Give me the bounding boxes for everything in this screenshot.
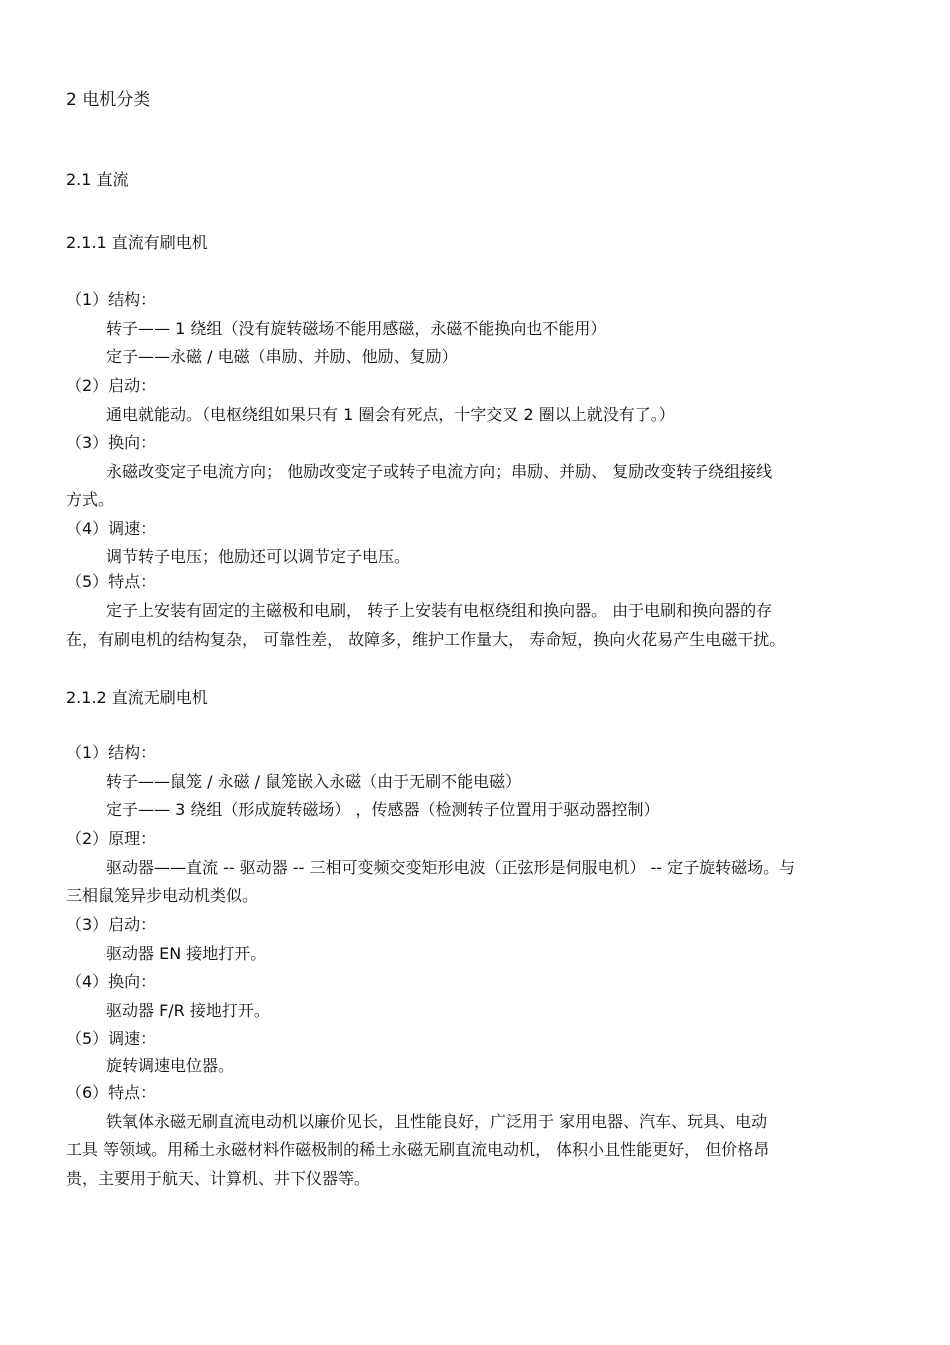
brushless-stator-text: 定子—— 3 绕组（形成旋转磁场） ，传感器（检测转子位置用于驱动器控制） (106, 800, 660, 819)
brushed-commutation-text-line2: 方式。 (66, 490, 115, 509)
brushless-principle-text-line1: 驱动器——直流 -- 驱动器 -- 三相可变频交变矩形电波（正弦形是伺服电机） -- 定子旋转磁场。与 (106, 858, 796, 877)
section-heading-dc: 2.1 直流 (66, 170, 129, 189)
brushless-speed-text: 旋转调速电位器。 (106, 1056, 235, 1075)
brushless-speed-label: （5）调速： (66, 1029, 157, 1048)
brushed-stator-text: 定子——永磁 / 电磁（串励、并励、他励、复励） (106, 347, 458, 366)
brushed-start-label: （2）启动： (66, 376, 157, 395)
subsection-heading-brushless: 2.1.2 直流无刷电机 (66, 688, 208, 707)
brushed-commutation-text-line1: 永磁改变定子电流方向； 他励改变定子或转子电流方向；串励、并励、 复励改变转子绕组接线 (106, 462, 773, 481)
brushed-rotor-text: 转子—— 1 绕组（没有旋转磁场不能用感磁，永磁不能换向也不能用） (106, 319, 607, 338)
chapter-heading: 2 电机分类 (66, 90, 151, 110)
brushed-feature-label: （5）特点： (66, 572, 157, 591)
brushless-start-label: （3）启动： (66, 915, 157, 934)
brushed-commutation-label: （3）换向： (66, 433, 157, 452)
brushless-rotor-text: 转子——鼠笼 / 永磁 / 鼠笼嵌入永磁（由于无刷不能电磁） (106, 772, 522, 791)
brushless-principle-text-line2: 三相鼠笼异步电动机类似。 (66, 886, 259, 905)
brushless-principle-label: （2）原理： (66, 829, 157, 848)
brushless-commutation-label: （4）换向： (66, 972, 157, 991)
brushless-feature-text-line3: 贵，主要用于航天、计算机、井下仪器等。 (66, 1169, 371, 1188)
brushless-feature-label: （6）特点： (66, 1083, 157, 1102)
brushless-start-text: 驱动器 EN 接地打开。 (106, 944, 267, 963)
brushed-feature-text-line2: 在，有刷电机的结构复杂， 可靠性差， 故障多，维护工作量大， 寿命短，换向火花易产生电磁干扰。 (66, 630, 786, 649)
subsection-heading-brushed: 2.1.1 直流有刷电机 (66, 233, 208, 252)
brushless-commutation-text: 驱动器 F/R 接地打开。 (106, 1001, 270, 1020)
brushed-structure-label: （1）结构： (66, 290, 157, 309)
brushed-speed-text: 调节转子电压；他励还可以调节定子电压。 (106, 547, 411, 566)
brushed-speed-label: （4）调速： (66, 519, 157, 538)
brushless-feature-text-line2: 工具 等领域。用稀土永磁材料作磁极制的稀土永磁无刷直流电动机， 体积小且性能更好， 但价格昂 (66, 1140, 770, 1159)
brushed-feature-text-line1: 定子上安装有固定的主磁极和电刷， 转子上安装有电枢绕组和换向器。 由于电刷和换向器的存 (106, 601, 773, 620)
brushed-start-text: 通电就能动。（电枢绕组如果只有 1 圈会有死点，十字交叉 2 圈以上就没有了。） (106, 405, 675, 424)
brushless-structure-label: （1）结构： (66, 743, 157, 762)
brushless-feature-text-line1: 铁氧体永磁无刷直流电动机以廉价见长，且性能良好，广泛用于 家用电器、汽车、玩具、电动 (106, 1112, 768, 1131)
